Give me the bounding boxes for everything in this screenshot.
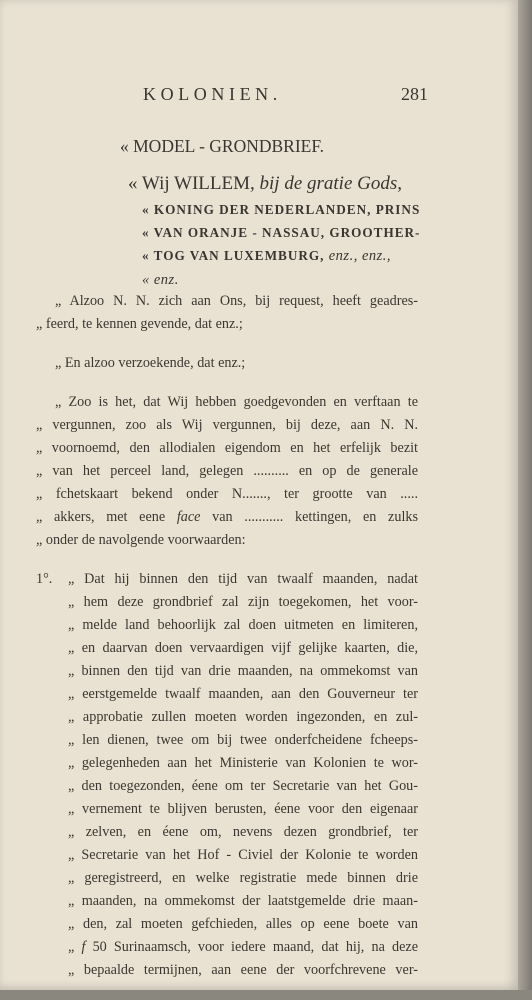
royal-title-line-2: « KONING DER NEDERLANDEN, PRINS: [142, 202, 421, 217]
text-line: „ gelegenheden aan het Ministerie van Kolonien te wor-: [68, 755, 418, 771]
text-line: „ den, zal moeten gefchieden, alles op eene boete van: [68, 916, 418, 932]
royal-title-line-1: [128, 170, 420, 198]
royal-title-name: « Wij WILLEM,: [128, 173, 255, 194]
text-line: „ maanden, na ommekomst der laatstgemelde drie maan-: [68, 893, 418, 909]
text-line: „ Zoo is het, dat Wij hebben goedgevonden en verftaan te: [55, 394, 418, 410]
bottom-edge: [0, 990, 532, 1000]
text-segment-italic: face: [176, 509, 201, 525]
running-head: KOLONIEN.: [143, 84, 282, 104]
text-segment: „ akkers, met eene: [36, 509, 166, 525]
text-line: „ en daarvan doen vervaardigen vijf gelijke kaarten, die,: [68, 640, 418, 656]
text-line: „ onder de navolgende voorwaarden:: [36, 532, 246, 548]
paragraph-1: [36, 290, 418, 336]
text-line: „ feerd, te kennen gevende, dat enz.;: [36, 316, 243, 332]
text-line: „ hem deze grondbrief zal zijn toegekomen, het voor-: [68, 594, 418, 610]
text-line: „ den toegezonden, éene om ter Secretarie van het Gou-: [68, 778, 418, 794]
section-title: « MODEL - GRONDBRIEF.: [120, 136, 325, 156]
condition-number: 1°.: [36, 571, 53, 587]
text-line: „ approbatie zullen moeten worden ingezonden, en zul-: [68, 709, 418, 725]
text-line: „ Alzoo N. N. zich aan Ons, bij request, heeft geadres-: [55, 293, 418, 309]
text-line: „ len dienen, twee om bij twee onderfcheidene fcheeps-: [68, 732, 418, 748]
royal-title-line-4: [128, 244, 420, 268]
royal-title-line-5: [128, 268, 420, 292]
text-line: „ Secretarie van het Hof - Civiel der Kolonie te worden: [68, 847, 418, 863]
royal-title-enz-final: « enz.: [142, 272, 179, 288]
text-line: „ van het perceel land, gelegen .......... en op de generale: [36, 463, 418, 479]
text-line: „ melde land behoorlijk zal doen uitmeten en limiteren,: [68, 617, 418, 633]
page-number: 281: [401, 84, 428, 104]
text-segment: 50 Surinaamsch, voor iedere maand, dat hij, na deze: [92, 939, 419, 955]
royal-title-enz: enz., enz.,: [328, 248, 392, 264]
paragraph-2: [36, 352, 418, 375]
royal-title-block: [128, 170, 420, 292]
text-line: „ Dat hij binnen den tijd van twaalf maanden, nadat: [68, 571, 418, 587]
text-line: [68, 936, 418, 959]
royal-title-luxemburg: « TOG VAN LUXEMBURG,: [142, 248, 325, 263]
text-line: „ vernement te blijven berusten, éene voor den eigenaar: [68, 801, 418, 817]
paragraph-3: [36, 391, 418, 552]
text-line: „ geregistreerd, en welke registratie mede binnen drie: [68, 870, 418, 886]
text-line: „ bepaalde termijnen, aan eene der voorfchrevene ver-: [68, 962, 418, 978]
text-line: „ fchetskaart bekend onder N......., ter grootte van .....: [36, 486, 418, 502]
body-text: [36, 290, 418, 998]
text-line: „ eerstgemelde twaalf maanden, aan den Gouverneur ter: [68, 686, 418, 702]
royal-title-line-3: « VAN ORANJE - NASSAU, GROOTHER-: [142, 225, 421, 240]
text-line: „ zelven, en éene om, nevens dezen grondbrief, ter: [68, 824, 418, 840]
text-segment-italic: f: [81, 939, 86, 955]
text-segment: „: [68, 939, 75, 955]
text-line: „ En alzoo verzoekende, dat enz.;: [55, 355, 246, 371]
text-segment: van ........... kettingen, en zulks: [212, 509, 419, 525]
text-line: „ voornoemd, den allodialen eigendom en het erfelijk bezit: [36, 440, 418, 456]
text-line: [36, 506, 418, 529]
condition-1: [36, 568, 418, 982]
royal-title-grace: bij de gratie Gods,: [259, 173, 403, 194]
text-line: „ vergunnen, zoo als Wij vergunnen, bij deze, aan N. N.: [36, 417, 418, 433]
text-line: „ binnen den tijd van drie maanden, na ommekomst van: [68, 663, 418, 679]
page-edge: [518, 0, 532, 1000]
